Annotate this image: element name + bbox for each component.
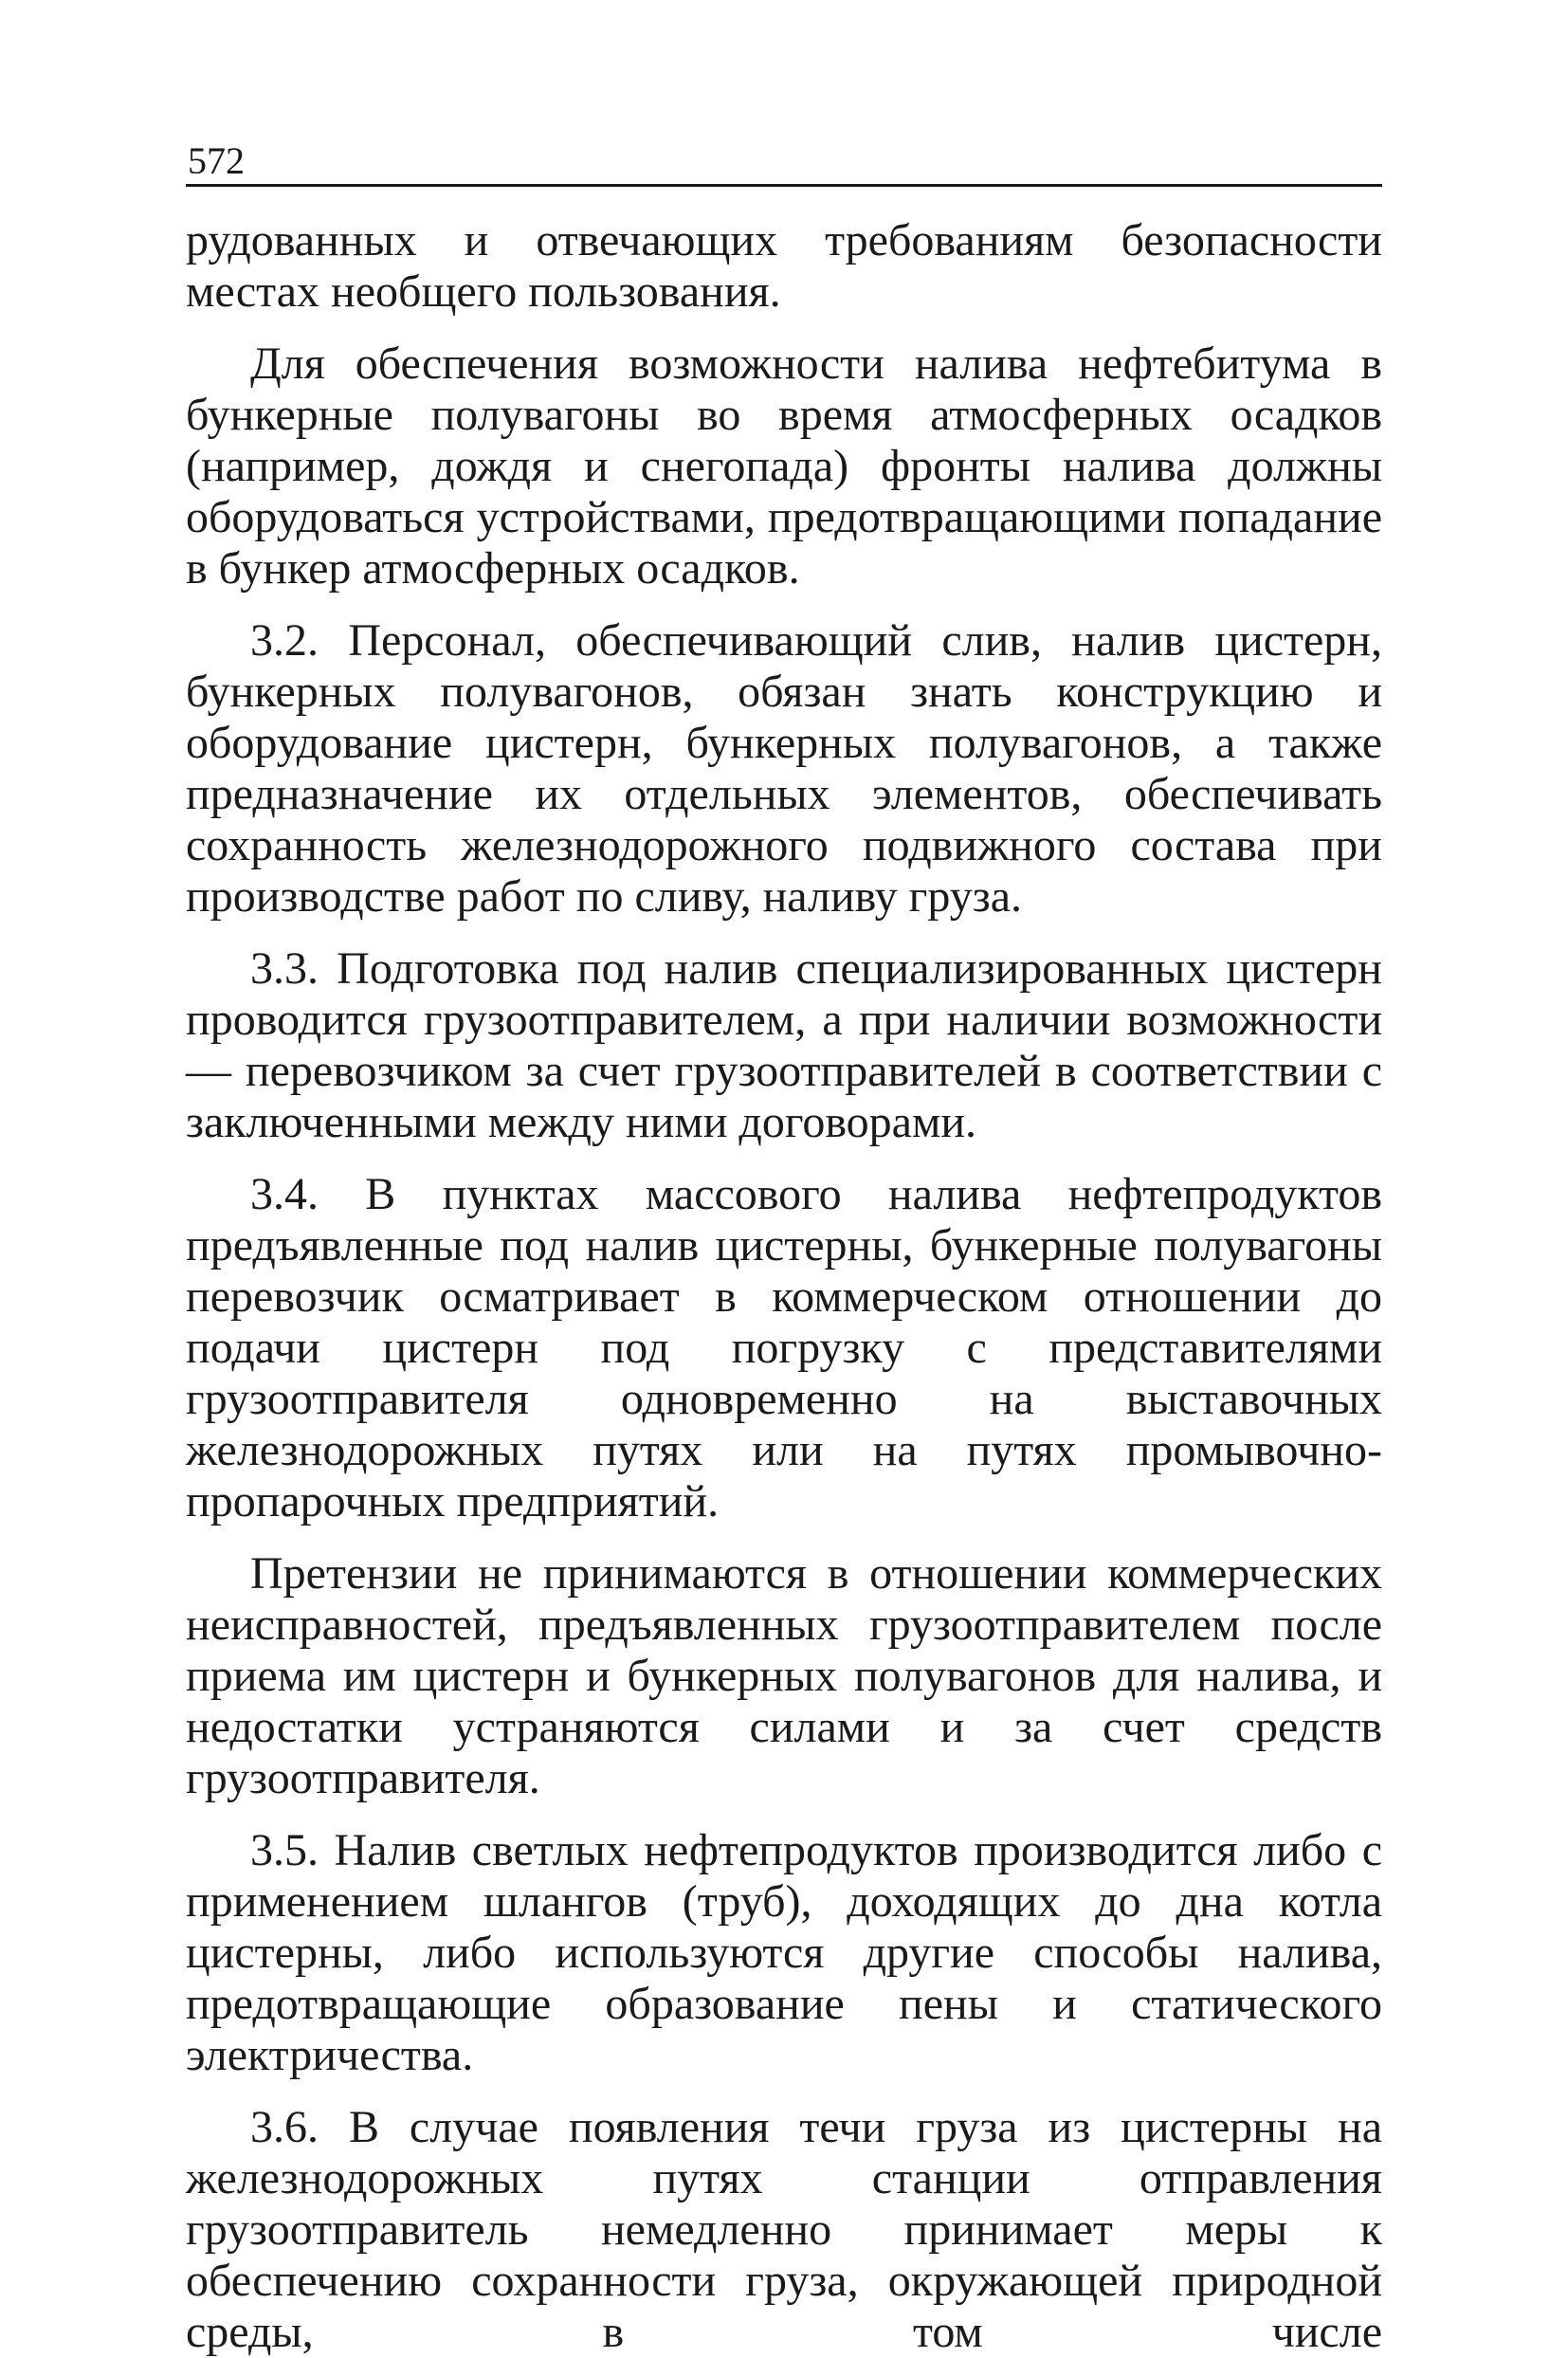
paragraph-continuation: рудованных и отвечающих требованиям безопасности местах необщего пользования. (186, 215, 1382, 317)
paragraph-gap (186, 594, 1382, 615)
paragraph-claims: Претензии не принимаются в отношении коммерческих неисправностей, предъявленных грузоотправителем после приема им цистерн и бункерных полувагонов для налива, и недостатки устраняются силами и за счет средств грузоотправителя. (186, 1548, 1382, 1803)
document-page (186, 139, 1382, 2358)
paragraph-3-5: 3.5. Налив светлых нефтепродуктов производится либо с применением шлангов (труб), доходящих до дна котла цистерны, либо используются другие способы налива, предотвращающие образование пены и статического электричества. (186, 1825, 1382, 2080)
paragraph-gap (186, 2081, 1382, 2102)
paragraph-gap (186, 318, 1382, 338)
paragraph-gap (186, 923, 1382, 943)
paragraph-3-4: 3.4. В пунктах массового налива нефтепродуктов предъявленные под налив цистерны, бункерные полувагоны перевозчик осматривает в коммерческом отношении до подачи цистерн под погрузку с представителями грузоотправителя одновременно на выставочных железнодорожных путях или на путях промывочно-пропарочных предприятий. (186, 1169, 1382, 1526)
paragraph-3-3: 3.3. Подготовка под налив специализированных цистерн проводится грузоотправителем, а при наличии возможности — перевозчиком за счет грузоотправителей в соответствии с заключенными между ними договорами. (186, 943, 1382, 1147)
paragraph-gap (186, 1148, 1382, 1169)
header-rule (186, 184, 1382, 187)
paragraph-gap (186, 1804, 1382, 1825)
paragraph-bitumen-loading: Для обеспечения возможности налива нефтебитума в бункерные полувагоны во время атмосферных осадков (например, дождя и снегопада) фронты налива должны оборудоваться устройствами, предотвращающими попадание в бункер атмосферных осадков. (186, 338, 1382, 594)
paragraph-3-6: 3.6. В случае появления течи груза из цистерны на железнодорожных путях станции отправления грузоотправитель немедленно принимает меры к обеспечению сохранности груза, окружающей природной среды, в том числе (186, 2102, 1382, 2357)
paragraph-3-2: 3.2. Персонал, обеспечивающий слив, налив цистерн, бункерных полувагонов, обязан знать конструкцию и оборудование цистерн, бункерных полувагонов, а также предназначение их отдельных элементов, обеспечивать сохранность железнодорожного подвижного состава при производстве работ по сливу, наливу груза. (186, 615, 1382, 922)
paragraph-gap (186, 1527, 1382, 1548)
page-number: 572 (188, 139, 245, 182)
